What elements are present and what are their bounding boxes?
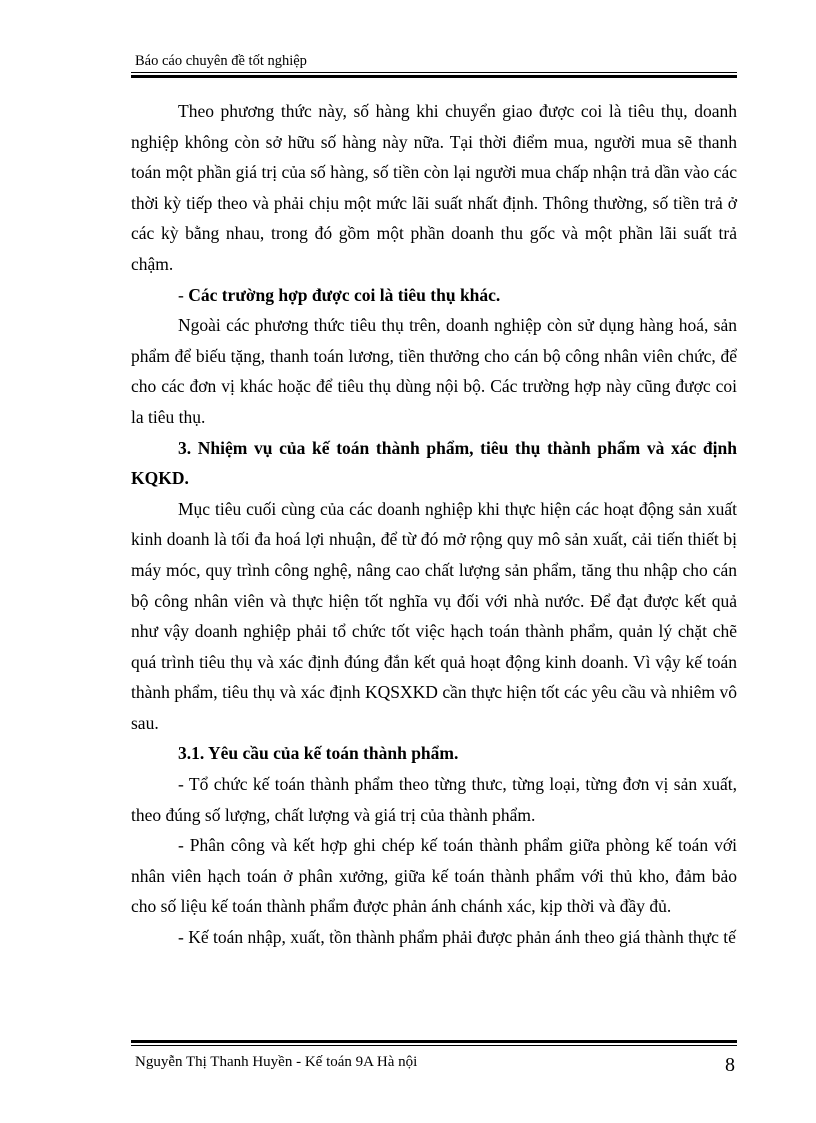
subheading-other-cases <box>131 280 737 311</box>
header-rule-thin <box>131 72 737 73</box>
page-header <box>131 52 737 78</box>
paragraph-9: - Kế toán nhập, xuất, tồn thành phẩm phải được phản ánh theo giá thành thực tế <box>178 927 736 948</box>
page-footer <box>131 1040 737 1076</box>
page-number: 8 <box>725 1054 735 1076</box>
footer-author: Nguyễn Thị Thanh Huyền - Kế toán 9A Hà nội <box>135 1054 418 1070</box>
footer-rule-thick <box>131 1040 737 1043</box>
paragraph-8: - Phân công và kết hợp ghi chép kế toán thành phẩm giữa phòng kế toán với nhân viên hạch toán ở phân xưởng, giữa kế toán thành phẩm với thủ kho, đảm bảo cho số liệu kế toán thành phẩm được phản ánh chánh xác, kịp thời và đầy đủ. <box>131 835 737 917</box>
subheading-prefix: - <box>178 284 189 305</box>
paragraph-1: Theo phương thức này, số hàng khi chuyển giao được coi là tiêu thụ, doanh nghiệp không còn sở hữu số hàng này nữa. Tại thời điểm mua, người mua sẽ thanh toán một phần giá trị của số hàng, số tiền còn lại người mua chấp nhận trả dần vào các thời kỳ tiếp theo và phải chịu một mức lãi suất nhất định. Thông thường, số tiền trả ở các kỳ bằng nhau, trong đó gồm một phần doanh thu gốc và một phần lãi suất trả chậm. <box>131 101 737 274</box>
section-heading-3-1: 3.1. Yêu cầu của kế toán thành phẩm. <box>178 743 459 764</box>
paragraph-5: Mục tiêu cuối cùng của các doanh nghiệp khi thực hiện các hoạt động sản xuất kinh doanh là tối đa hoá lợi nhuận, để từ đó mở rộng quy mô sản xuất, cải tiến thiết bị máy móc, quy trình công nghệ, nâng cao chất lượng sản phẩm, tăng thu nhập cho cán bộ công nhân viên và thực hiện tốt nghĩa vụ đối với nhà nước. Để đạt được kết quả như vậy doanh nghiệp phải tổ chức tốt việc hạch toán thành phẩm, quản lý chặt chẽ quá trình tiêu thụ và xác định đúng đắn kết quả hoạt động kinh doanh. Vì vậy kế toán thành phẩm, tiêu thụ và xác định KQSXKD cần thực hiện tốt các yêu cầu và nhiêm vô sau. <box>131 498 737 733</box>
footer-rule-thin <box>131 1045 737 1046</box>
header-title: Báo cáo chuyên đề tốt nghiệp <box>135 53 307 69</box>
subheading-other-cases-text: Các trường hợp được coi là tiêu thụ khác. <box>188 284 501 305</box>
footer-row <box>131 1054 737 1076</box>
document-body <box>131 96 737 953</box>
header-rule-thick <box>131 75 737 78</box>
paragraph-3: Ngoài các phương thức tiêu thụ trên, doanh nghiệp còn sử dụng hàng hoá, sản phẩm để biếu tặng, thanh toán lương, tiền thưởng cho cán bộ công nhân viên chức, để cho các đơn vị khác hoặc để tiêu thụ dùng nội bộ. Các trường hợp này cũng được coi la tiêu thụ. <box>131 315 737 427</box>
section-heading-3: 3. Nhiệm vụ của kế toán thành phẩm, tiêu thụ thành phẩm và xác định KQKD. <box>131 437 737 489</box>
paragraph-7: - Tổ chức kế toán thành phẩm theo từng thưc, từng loại, từng đơn vị sản xuất, theo đúng số lượng, chất lượng và giá trị của thành phẩm. <box>131 774 737 825</box>
